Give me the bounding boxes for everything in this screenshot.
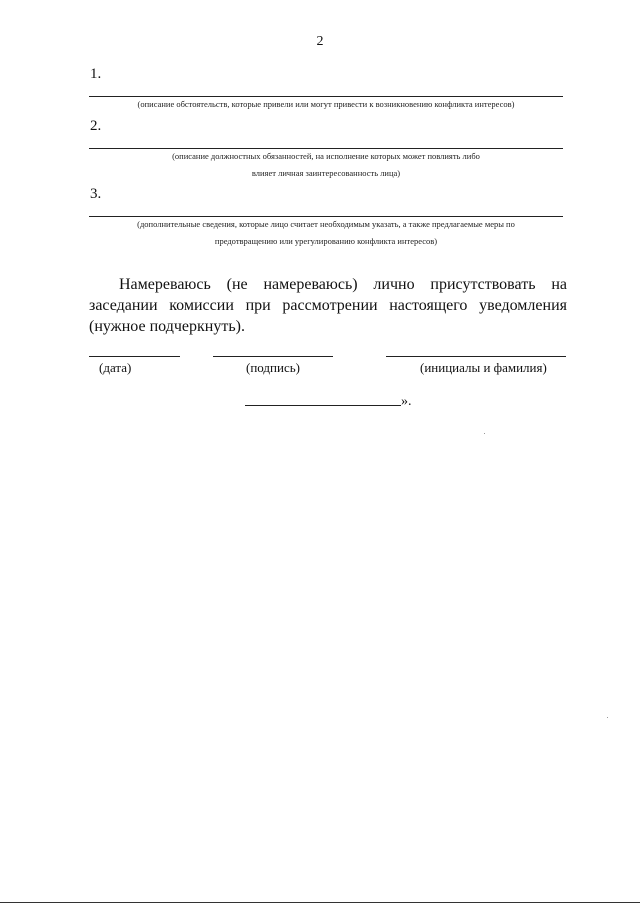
item-1-caption: (описание обстоятельств, которые привели или могут привести к возникновению конфликта интересов)	[137, 99, 515, 109]
item-number-1: 1.	[90, 66, 102, 82]
date-line	[89, 356, 180, 357]
name-label: (инициалы и фамилия)	[420, 360, 547, 375]
scan-speck	[484, 433, 485, 434]
closing-line	[245, 405, 401, 406]
item-number-2: 2.	[90, 118, 102, 134]
item-3-line	[89, 216, 563, 217]
item-1-line	[89, 96, 563, 97]
item-3-caption-line-1: (дополнительные сведения, которые лицо считает необходимым указать, а также предлагаемые меры по	[137, 219, 515, 229]
signature-line	[213, 356, 333, 357]
closing-quote: ».	[401, 394, 412, 409]
item-2-caption-line-1: (описание должностных обязанностей, на исполнение которых может повлиять либо	[172, 151, 480, 161]
item-2-caption-line-2: влияет личная заинтересованность лица)	[251, 168, 401, 178]
page-number: 2	[316, 34, 324, 49]
name-line	[386, 356, 566, 357]
date-label: (дата)	[99, 360, 132, 375]
item-3-caption-line-2: предотвращению или урегулированию конфликта интересов)	[214, 236, 438, 246]
scan-speck	[607, 717, 608, 718]
page-bottom-edge	[0, 902, 640, 903]
item-2-line	[89, 148, 563, 149]
attendance-paragraph: Намереваюсь (не намереваюсь) лично присутствовать на заседании комиссии при рассмотрении настоящего уведомления (нужное подчеркнуть).	[89, 276, 567, 335]
item-number-3: 3.	[90, 186, 102, 202]
signature-label: (подпись)	[246, 360, 300, 375]
